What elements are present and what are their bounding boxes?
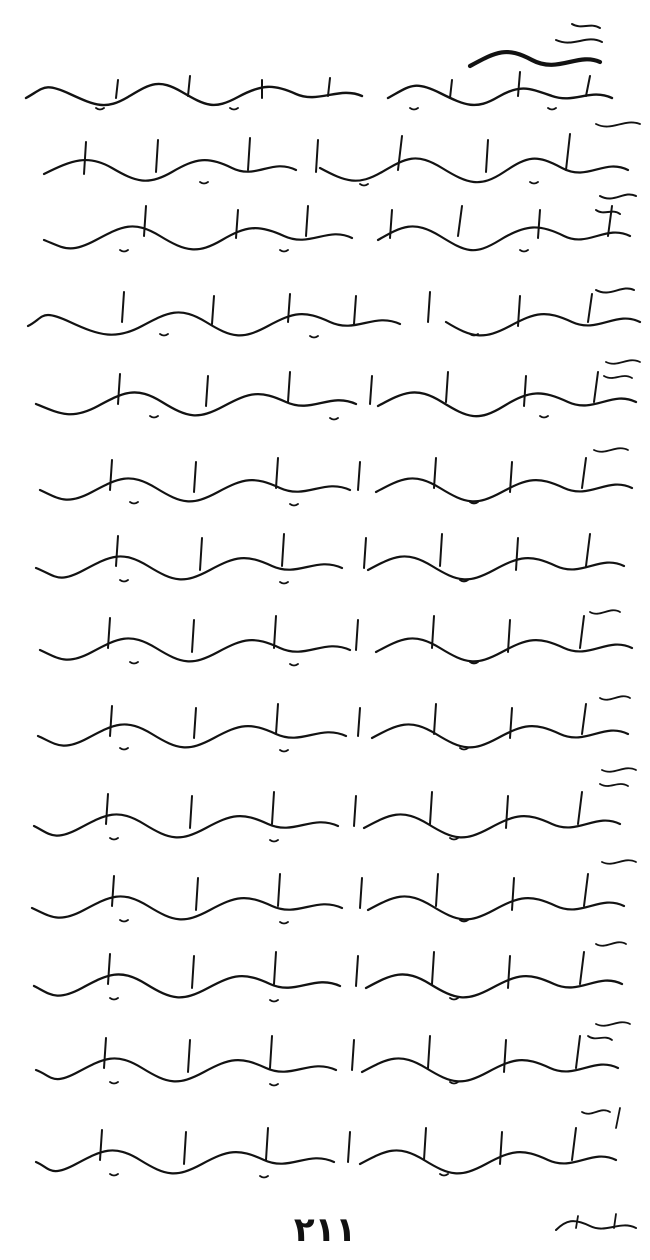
script-line-1 [26,24,612,110]
script-line-7 [36,534,624,584]
script-line-11 [32,860,636,923]
script-line-5 [36,360,640,419]
script-line-3 [44,194,636,251]
script-line-4 [28,288,640,337]
page-number: ۲۱۱ [293,1210,357,1250]
script-line-8 [40,610,632,665]
script-line-10 [34,768,636,841]
script-line-14 [36,1108,620,1178]
script-line-9 [38,696,630,751]
script-line-12 [34,942,626,1001]
catchword [556,1214,636,1230]
script-line-6 [40,448,632,505]
script-line-13 [36,1022,630,1085]
script-line-2 [44,122,640,185]
